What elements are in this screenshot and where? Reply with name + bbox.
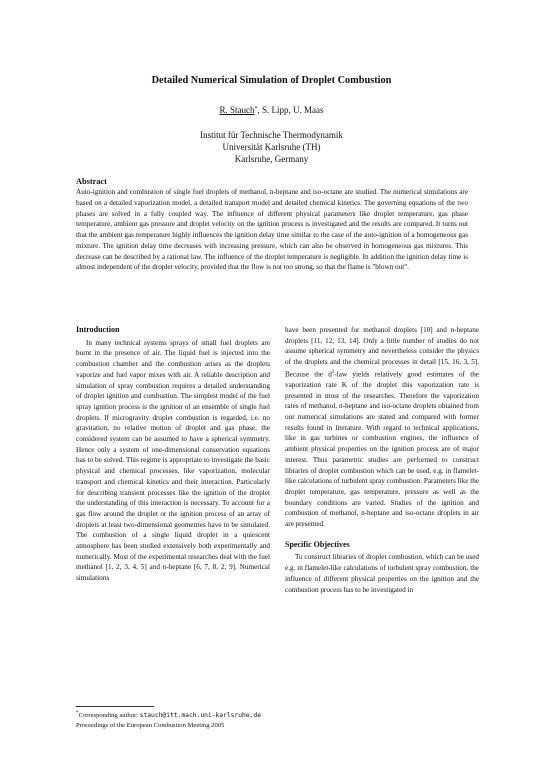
affiliation-city: Karlsruhe, Germany — [234, 154, 309, 164]
right-column — [285, 325, 479, 595]
footnote-label: Corresponding author: — [78, 712, 140, 720]
affiliation-institute: Institut für Technische Thermodynamik — [200, 130, 343, 140]
abstract-heading: Abstract — [76, 177, 107, 186]
paper-title: Detailed Numerical Simulation of Droplet Combustion — [151, 75, 392, 86]
co-authors: , S. Lipp, U. Maas — [257, 105, 324, 115]
continuation-text-a: have been presented for methanol droplets [10] and n-heptane droplets [11, 12, 13, 14]. Only a little number of studies do not assume spherical symmetry and nevertheless consider the physics of the droplets and the chemical processes in detail [15, 16, 3, 5]. Because the d — [285, 326, 479, 379]
author-line — [0, 105, 543, 115]
footnote-author — [76, 709, 468, 721]
introduction-heading: Introduction — [76, 325, 120, 334]
objectives-heading: Specific Objectives — [285, 539, 350, 549]
continuation-text-b: -law yields relatively good estimates of the vaporization rate K of the droplet this vaporization rate is presented in most of the researches. Therefore the vaporization rates of methanol, n-heptane and iso-octane droplets obtained from our numerical simulations are stated and compared with former results found in literature. With regard to technical applications, like in gas turbines or combustion engines, the influence of ambient physical properties on the ignition process are of major interest. Thus parametric studies are performed to construct libraries of droplet combustion which can be used, e.g. in flamelet-like calculations of turbulent spray combustion. Parameters like the droplet temperature, gas temperature, pressure as well as the boundary conditions are varied. Studies of the ignition and combustion of methanol, n-heptane and iso-octane droplets in air are presented. — [285, 370, 479, 529]
introduction-continuation — [285, 325, 479, 530]
author-email: stauch@itt.mach.uni-karlsruhe.de — [139, 712, 261, 720]
proceedings-note: Proceedings of the European Combustion Meeting 2005 — [76, 721, 225, 729]
d-squared-exponent: 2 — [331, 369, 335, 375]
objectives-paragraph: To construct libraries of droplet combustion, which can be used e.g. in flamelet-like calculations of turbulent spray combustion, the influence of different physical properties on the ignition and the combustion process has to be investigated in — [285, 553, 479, 594]
abstract-text: Auto-ignition and combustion of single fuel droplets of methanol, n-heptane and iso-octane are studied. The numerical simulations are based on a detailed vaporization model, a detailed transport model and detailed chemical kinetics. The governing equations of the two phases are solved in a fully coupled way. The influence of different physical parameters like droplet temperature, gas phase temperature, ambient gas pressure and droplet velocity on the ignition process is investigated and the results are compared. It turns out that the ambient gas temperature highly influences the ignition delay time similar to the case of the auto-ignition of a homogeneous gas mixture. The ignition delay time decreases with increasing pressure, which can also be observed in homogeneous gas mixtures. This decrease can be described by a rational law. The influence of the droplet temperature is negligible. In addition the ignition delay time is almost independent of the droplet velocity, provided that the flow is not too strong, so that the flame is "blown out". — [76, 188, 468, 272]
introduction-paragraph: In many technical systems sprays of small fuel droplets are burnt in the presence of air. The liquid fuel is injected into the combustion chamber and the combustion arises as the droplets vaporize and fuel vapor mixes with air. A reliable description and simulation of spray combustion requires a detailed understanding of droplet ignition and combustion. The simplest model of the fuel spray ignition process is the ignition of an ensemble of single fuel droplets. If microgravity droplet combustion is regarded, i.e. no gravitation, no relative motion of droplet and gas phase, the considered system can be assumed to have a spherical symmetry. Hence only a system of one-dimensional conservation equations has to be solved. This regime is appropriate to investigate the basic physical and chemical processes, like vaporization, molecular transport and chemical kinetics and their interaction. Particularly for describing transient processes like the ignition of the droplet the understanding of this interaction is necessary. To account for a gas flow around the droplet or the ignition process of an array of droplets at least two-dimensional geometries have to be simulated. The combustion of a single liquid droplet in a quiescent atmosphere has been studied extensively both experimentally and numerically. Most of the experimental researches deal with the fuel methanol [1, 2, 3, 4, 5] and n-heptane [6, 7, 8, 2, 9]. Numerical simulations — [76, 338, 270, 583]
corresponding-author: R. Stauch — [219, 105, 255, 115]
left-column — [76, 325, 270, 584]
footnote — [76, 709, 468, 730]
affiliation-university: Universität Karlsruhe (TH) — [222, 142, 321, 152]
affiliation — [0, 129, 543, 165]
footnote-mark: * — [254, 106, 258, 112]
footnote-mark-2: * — [76, 711, 79, 716]
footnote-rule — [76, 706, 154, 707]
